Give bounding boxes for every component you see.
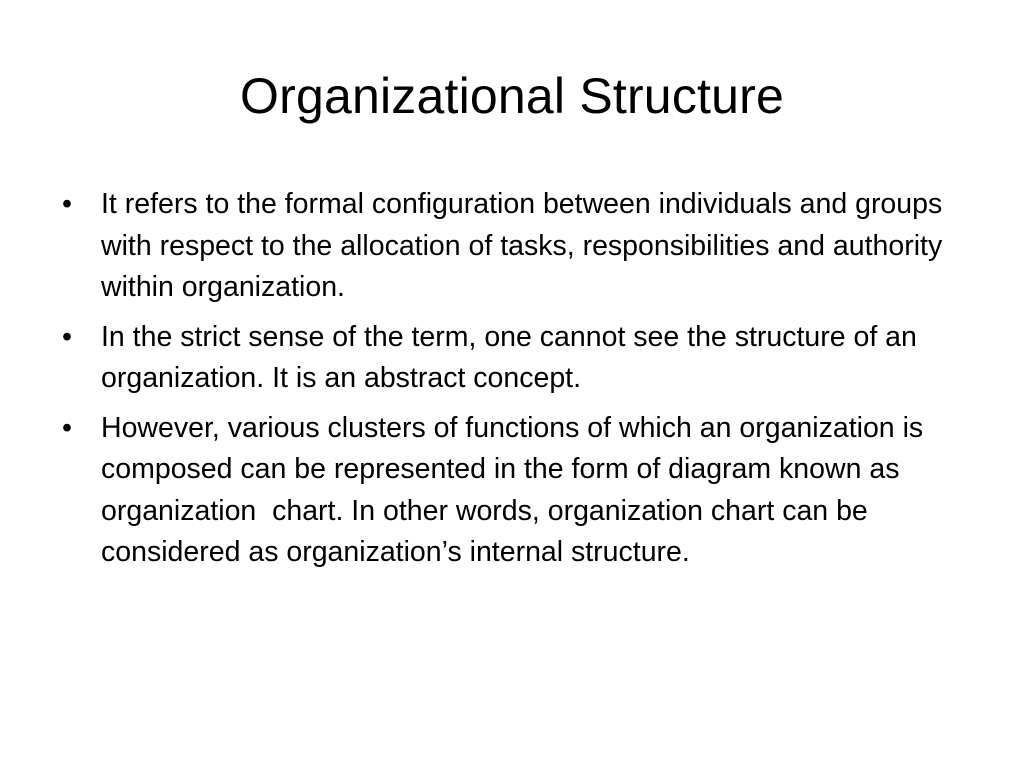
bullet-item-definition [62, 184, 972, 309]
bullet-text: However, various clusters of functions of which an organization is composed can be represented in the form of diagram known as organization chart. In other words, organization chart can be considered as organization’s internal structure. [101, 411, 932, 568]
bullet-item-abstract-concept [62, 317, 972, 400]
bullet-marker: • [62, 411, 72, 444]
bullet-marker: • [62, 320, 72, 353]
bullet-text: It refers to the formal configuration between individuals and groups with respect to the allocation of tasks, responsibilities and authority within organization. [101, 188, 951, 303]
bullet-marker: • [62, 188, 72, 220]
bullet-text: In the strict sense of the term, one cannot see the structure of an organization. It is an abstract concept. [101, 320, 925, 394]
slide-title: Organizational Structure [240, 68, 784, 124]
bullet-list [62, 184, 972, 582]
bullet-item-organization-chart [62, 408, 972, 574]
